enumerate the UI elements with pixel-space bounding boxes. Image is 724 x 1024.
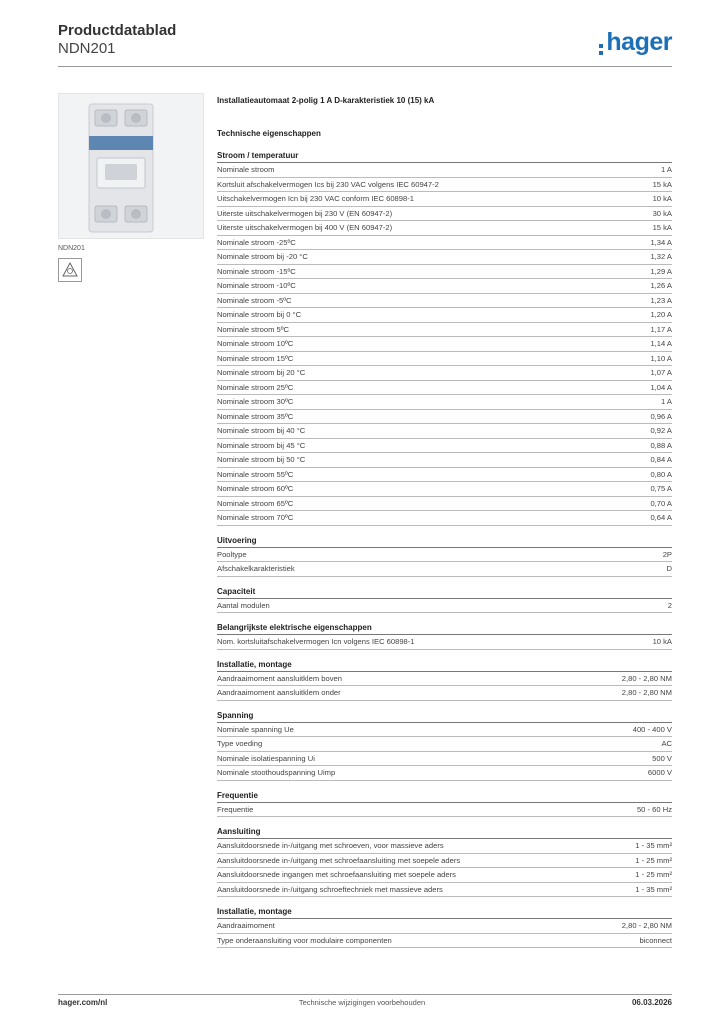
spec-value: 2 <box>667 600 672 610</box>
spec-row <box>217 599 672 614</box>
spec-value: 1 A <box>661 397 672 407</box>
group-heading: Capaciteit <box>217 587 672 599</box>
spec-label: Type voeding <box>217 739 263 749</box>
spec-row <box>217 279 672 294</box>
group-heading: Installatie, montage <box>217 660 672 672</box>
spec-row <box>217 854 672 869</box>
footer-divider <box>58 994 672 995</box>
spec-label: Nominale stroom bij 40 °C <box>217 426 306 436</box>
spec-label: Aansluitdoorsnede in-/uitgang met schroeven, voor massieve aders <box>217 841 444 851</box>
group-heading: Stroom / temperatuur <box>217 151 672 163</box>
spec-value: 2,80 - 2,80 NM <box>621 921 672 931</box>
spec-row <box>217 766 672 781</box>
spec-label: Aandraaimoment aansluitklem onder <box>217 688 341 698</box>
group-heading: Uitvoering <box>217 536 672 548</box>
logo-text: hager <box>606 28 672 56</box>
logo-dots-icon <box>599 44 604 55</box>
page-title: Productdatablad <box>58 22 177 39</box>
spec-label: Nominale stoothoudspanning Uimp <box>217 768 336 778</box>
spec-label: Uiterste uitschakelvermogen bij 400 V (EN 60947-2) <box>217 223 393 233</box>
certification-mark-icon <box>58 258 82 282</box>
spec-label: Nominale isolatiespanning Ui <box>217 753 315 763</box>
spec-label: Nominale stroom 65ºC <box>217 498 294 508</box>
spec-label: Aansluitdoorsnede in-/uitgang met schroefaansluiting met soepele aders <box>217 855 461 865</box>
spec-label: Nominale stroom 15ºC <box>217 353 294 363</box>
spec-label: Nominale stroom 10ºC <box>217 339 294 349</box>
spec-row <box>217 868 672 883</box>
spec-row <box>217 163 672 178</box>
spec-label: Nominale stroom 30ºC <box>217 397 294 407</box>
spec-label: Nominale stroom bij 45 °C <box>217 440 306 450</box>
spec-label: Nominale stroom -25ºC <box>217 237 296 247</box>
spec-row <box>217 934 672 949</box>
spec-value: 1,23 A <box>650 295 672 305</box>
spec-value: 0,75 A <box>650 484 672 494</box>
spec-label: Kortsluit afschakelvermogen Ics bij 230 VAC volgens IEC 60947-2 <box>217 179 439 189</box>
spec-value: 15 kA <box>652 179 672 189</box>
spec-row <box>217 323 672 338</box>
spec-label: Uitschakelvermogen Icn bij 230 VAC conform IEC 60898-1 <box>217 194 414 204</box>
spec-row <box>217 410 672 425</box>
spec-label: Nominale stroom 25ºC <box>217 382 294 392</box>
spec-label: Nominale stroom <box>217 165 275 175</box>
spec-row <box>217 548 672 563</box>
spec-label: Nominale stroom -15ºC <box>217 266 296 276</box>
spec-value: 1 - 25 mm² <box>635 870 672 880</box>
spec-value: 1,34 A <box>650 237 672 247</box>
spec-row <box>217 337 672 352</box>
spec-row <box>217 366 672 381</box>
spec-value: 1,29 A <box>650 266 672 276</box>
spec-label: Nominale stroom bij 50 °C <box>217 455 306 465</box>
spec-label: Nominale stroom bij 0 °C <box>217 310 302 320</box>
spec-row <box>217 395 672 410</box>
footer-disclaimer: Technische wijzigingen voorbehouden <box>298 998 426 1007</box>
spec-value: 1,26 A <box>650 281 672 291</box>
spec-row <box>217 453 672 468</box>
circuit-breaker-icon <box>59 94 205 240</box>
spec-value: D <box>666 564 672 574</box>
spec-value: 10 kA <box>652 637 672 647</box>
spec-label: Afschakelkarakteristiek <box>217 564 295 574</box>
spec-row <box>217 883 672 898</box>
spec-label: Nominale stroom -5ºC <box>217 295 292 305</box>
spec-value: 0,80 A <box>650 469 672 479</box>
section-heading: Technische eigenschappen <box>217 129 321 138</box>
spec-label: Nominale stroom bij 20 °C <box>217 368 306 378</box>
spec-label: Nom. kortsluitafschakelvermogen Icn volgens IEC 60898-1 <box>217 637 415 647</box>
spec-value: 400 - 400 V <box>632 724 672 734</box>
spec-row <box>217 250 672 265</box>
product-image-caption: NDN201 <box>58 245 85 252</box>
spec-label: Frequentie <box>217 804 254 814</box>
spec-value: 500 V <box>652 753 672 763</box>
spec-row <box>217 192 672 207</box>
spec-value: 0,84 A <box>650 455 672 465</box>
spec-value: 1 - 35 mm² <box>635 841 672 851</box>
product-title: Installatieautomaat 2-polig 1 A D-karakteristiek 10 (15) kA <box>217 96 435 105</box>
spec-value: 0,70 A <box>650 498 672 508</box>
spec-value: 2,80 - 2,80 NM <box>621 688 672 698</box>
spec-label: Aansluitdoorsnede ingangen met schroefaansluiting met soepele aders <box>217 870 456 880</box>
spec-row <box>217 511 672 526</box>
spec-label: Aantal modulen <box>217 600 270 610</box>
spec-value: 1 A <box>661 165 672 175</box>
spec-value: 2,80 - 2,80 NM <box>621 673 672 683</box>
spec-row <box>217 482 672 497</box>
spec-label: Nominale stroom 35ºC <box>217 411 294 421</box>
footer-date: 06.03.2026 <box>631 998 672 1007</box>
spec-row <box>217 308 672 323</box>
spec-value: 1 - 25 mm² <box>635 855 672 865</box>
spec-row <box>217 723 672 738</box>
spec-row <box>217 265 672 280</box>
spec-label: Aandraaimoment aansluitklem boven <box>217 673 342 683</box>
spec-row <box>217 919 672 934</box>
spec-value: 1,04 A <box>650 382 672 392</box>
spec-label: Nominale stroom -10ºC <box>217 281 296 291</box>
spec-row <box>217 352 672 367</box>
spec-label: Nominale spanning Ue <box>217 724 294 734</box>
group-heading: Frequentie <box>217 791 672 803</box>
spec-row <box>217 221 672 236</box>
spec-value: 2P <box>662 549 672 559</box>
spec-row <box>217 497 672 512</box>
group-heading: Aansluiting <box>217 827 672 839</box>
spec-value: 1,07 A <box>650 368 672 378</box>
spec-value: 1 - 35 mm² <box>635 884 672 894</box>
spec-value: 0,88 A <box>650 440 672 450</box>
spec-value: 1,17 A <box>650 324 672 334</box>
spec-label: Type onderaansluiting voor modulaire componenten <box>217 935 392 945</box>
product-image <box>58 93 204 239</box>
spec-row <box>217 672 672 687</box>
spec-row <box>217 803 672 818</box>
spec-label: Aandraaimoment <box>217 921 275 931</box>
spec-row <box>217 468 672 483</box>
spec-label: Nominale stroom 70ºC <box>217 513 294 523</box>
spec-label: Aansluitdoorsnede in-/uitgang schroeftechniek met massieve aders <box>217 884 443 894</box>
spec-value: 30 kA <box>652 208 672 218</box>
spec-value: 15 kA <box>652 223 672 233</box>
spec-value: biconnect <box>639 935 672 945</box>
spec-value: 1,10 A <box>650 353 672 363</box>
page-subtitle: NDN201 <box>58 40 116 57</box>
spec-row <box>217 839 672 854</box>
spec-label: Nominale stroom bij -20 °C <box>217 252 308 262</box>
spec-value: 1,20 A <box>650 310 672 320</box>
spec-value: 50 - 60 Hz <box>636 804 672 814</box>
spec-value: AC <box>661 739 672 749</box>
spec-row <box>217 178 672 193</box>
spec-value: 0,64 A <box>650 513 672 523</box>
spec-label: Nominale stroom 55ºC <box>217 469 294 479</box>
spec-row <box>217 424 672 439</box>
spec-row <box>217 635 672 650</box>
spec-row <box>217 439 672 454</box>
spec-value: 6000 V <box>647 768 672 778</box>
group-heading: Belangrijkste elektrische eigenschappen <box>217 623 672 635</box>
hager-logo <box>599 28 672 57</box>
spec-row <box>217 381 672 396</box>
spec-value: 1,14 A <box>650 339 672 349</box>
spec-row <box>217 752 672 767</box>
spec-row <box>217 686 672 701</box>
spec-row <box>217 294 672 309</box>
spec-label: Uiterste uitschakelvermogen bij 230 V (EN 60947-2) <box>217 208 393 218</box>
header-divider <box>58 66 672 67</box>
spec-row <box>217 207 672 222</box>
spec-content <box>217 96 672 948</box>
spec-row <box>217 562 672 577</box>
footer-website[interactable]: hager.com/nl <box>58 998 108 1007</box>
group-heading: Installatie, montage <box>217 907 672 919</box>
spec-groups <box>217 151 672 948</box>
spec-value: 0,92 A <box>650 426 672 436</box>
spec-label: Nominale stroom 60ºC <box>217 484 294 494</box>
spec-row <box>217 737 672 752</box>
group-heading: Spanning <box>217 711 672 723</box>
spec-value: 1,32 A <box>650 252 672 262</box>
spec-label: Nominale stroom 5ºC <box>217 324 289 334</box>
spec-label: Pooltype <box>217 549 247 559</box>
spec-row <box>217 236 672 251</box>
spec-value: 10 kA <box>652 194 672 204</box>
spec-value: 0,96 A <box>650 411 672 421</box>
